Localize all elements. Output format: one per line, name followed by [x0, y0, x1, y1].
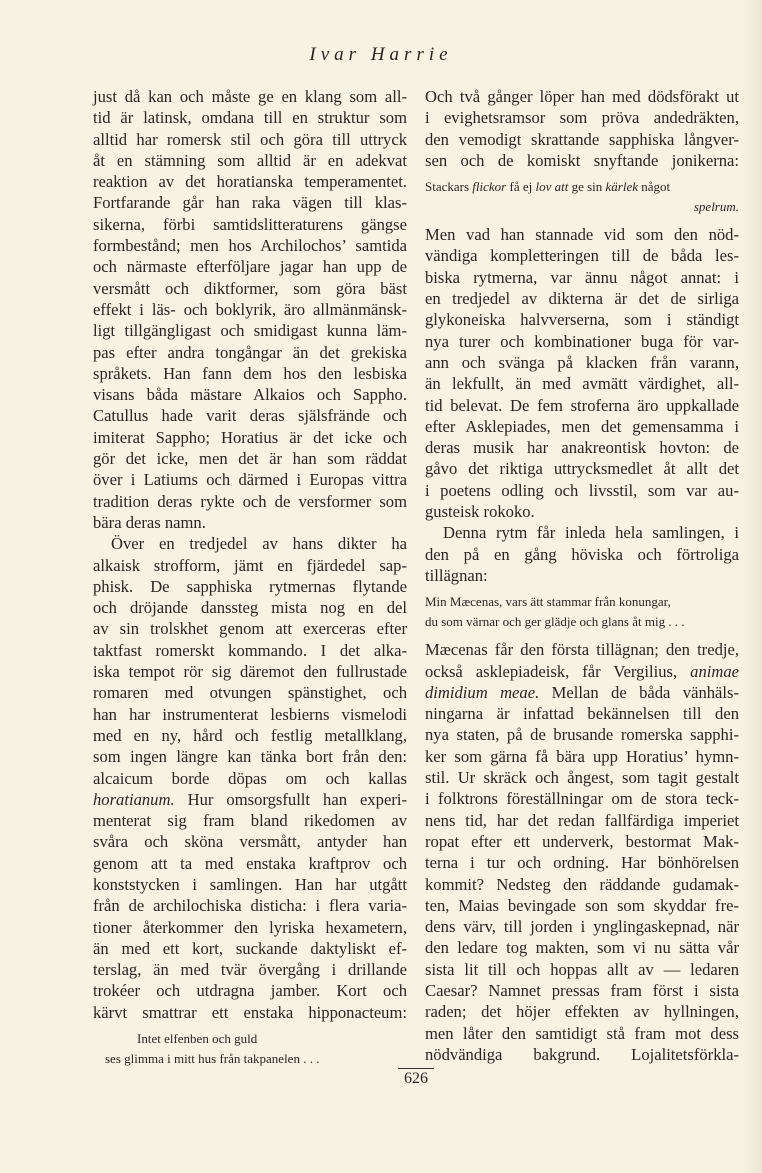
verse-quote	[425, 592, 739, 631]
text-line: gör det icke, men det är han som räddat	[93, 449, 407, 469]
text-line: än med ett kort, suckande daktyliskt ef-	[93, 938, 407, 958]
text-line	[425, 177, 739, 197]
text-line: vändiga kompletteringen till de båda les-	[425, 246, 739, 266]
text-line: åt en stämning som alltid är en adekvat	[93, 150, 407, 170]
text-line: tillägnan:	[425, 565, 488, 585]
text-segment: något	[638, 179, 671, 195]
italic-text: kärlek	[605, 179, 639, 195]
text-line	[425, 682, 739, 703]
text-line: gusteisk rokoko.	[425, 502, 535, 522]
text-line: tid är latinsk, omdana till en struktur som	[93, 108, 407, 128]
text-line: genom att ta med enstaka kraftprov och	[93, 853, 407, 873]
text-line: romaren med otvungen spänstighet, och	[93, 683, 407, 703]
text-line: Men vad han stannade vid som den nöd-	[425, 225, 739, 245]
italic-text: spelrum.	[693, 198, 739, 214]
text-line: phisk. De sapphiska rytmernas flytande	[93, 576, 407, 596]
text-line: ses glimma i mitt hus från takpanelen . . .	[105, 1050, 320, 1066]
text-line: kärvt smattrar ett enstaka hipponacteum:	[93, 1002, 407, 1022]
italic-text: flickor	[472, 179, 507, 195]
italic-text: animae	[690, 661, 739, 681]
paragraph	[425, 522, 739, 586]
text-segment: också asklepiadeisk, får Vergilius,	[425, 661, 691, 681]
text-line: Catullus hade varit deras själsfrände och	[93, 406, 407, 426]
text-line: pas efter andra tongångar än det grekiska	[93, 342, 407, 362]
text-line: svåra och sköna versmått, antyder han	[93, 832, 407, 852]
text-line: språkets. Han fann dem hos den lesbiska	[93, 363, 407, 383]
text-line: en tredjedel av dikterna är det de sirliga	[425, 289, 739, 309]
text-line: ropat efter ett underverk, bestormat Mak-	[425, 831, 739, 851]
paragraph	[425, 639, 739, 1065]
text-line: kommit? Nedsteg den räddande gudamak-	[425, 874, 739, 894]
text-line: Över en tredjedel av hans dikter ha	[111, 534, 407, 554]
text-segment: Stackars	[425, 179, 473, 195]
paragraph	[425, 224, 739, 522]
text-segment: ge sin	[568, 179, 606, 195]
text-line: reaktion av det horatianska temperamentet.	[93, 172, 407, 192]
text-line: Fortfarande går han raka vägen till klas-	[93, 193, 407, 213]
text-line: alltid har romersk stil och göra till uttryck	[93, 129, 407, 149]
text-line	[425, 197, 739, 217]
text-line: gåvo det riktiga uttrycksmedlet åt allt det	[425, 459, 739, 479]
text-line: i folktrons föreställningar om de stora teck-	[425, 789, 739, 809]
paragraph	[93, 86, 407, 533]
text-line: men låter den samtidigt stå fram mot dess	[425, 1023, 739, 1043]
text-segment: få ej	[506, 179, 536, 195]
text-line: stil. Ur skräck och ångest, som tagit gestalt	[425, 768, 739, 788]
text-line: effekt i läs- och boklyrik, äro allmänmänsk-	[93, 299, 407, 319]
text-line: i poetens odling och livsstil, som var au-	[425, 480, 739, 500]
text-line: Mæcenas får den första tillägnan; den tredje,	[425, 640, 739, 660]
text-line: visans båda mästare Alkaios och Sappho.	[93, 385, 407, 405]
text-line: konststycken i samlingen. Han har utgått	[93, 874, 407, 894]
page-edge-shadow	[742, 0, 762, 1173]
text-line: trokéer och utdragna jamber. Kort och	[93, 981, 407, 1001]
text-line: nödvändiga bakgrund. Lojalitetsförkla-	[425, 1044, 739, 1064]
text-line: den på en gång höviska och förtroliga	[425, 544, 739, 564]
text-line: ningarna är infattad bekännelsen till den	[425, 704, 739, 724]
text-line: ligt tillgängligast och smidigast kunna läm-	[93, 321, 407, 341]
text-line: versmått och diktformer, som göra bäst	[93, 278, 407, 298]
text-line: iska tempot rör sig däremot den fullrustade	[93, 662, 407, 682]
text-line: ten, Maias bevingade son som skyddar fre-	[425, 895, 739, 915]
text-line: sista lit till och hoppas allt av — ledaren	[425, 959, 739, 979]
text-line: efter Asklepiades, men det gemensamma i	[425, 416, 739, 436]
text-line: terslag, än med tvär övergång i drillande	[93, 960, 407, 980]
text-line: taktfast romerskt kommando. I det alka-	[93, 640, 407, 660]
text-line: biska rytmerna, var ännu något annat: i	[425, 267, 739, 287]
text-line: nya turer och kombinationer buga för var-	[425, 331, 739, 351]
text-line: än lekfullt, än med avmätt värdighet, all-	[425, 374, 739, 394]
text-line: imiterat Sappho; Horatius är det icke och	[93, 427, 407, 447]
text-line: som ingen längre kan tänka bort från den:	[93, 747, 407, 767]
text-line: sen och de komiskt snyftande jonikerna:	[425, 150, 739, 170]
text-line: den ledare tog makten, som vi nu sätta vår	[425, 938, 739, 958]
text-line: Min Mæcenas, vars ätt stammar från konungar,	[425, 594, 671, 610]
text-line: ann och svänga på klacken från varann,	[425, 352, 739, 372]
text-line: över i Latiums och därmed i Europas vittra	[93, 470, 407, 490]
text-line: och dröjande danssteg mista nog en del	[93, 598, 407, 618]
text-line: glykoneiska halvverserna, som i ständigt	[425, 310, 739, 330]
text-line: dens värv, till jorden i ynglingaskepnad, när	[425, 917, 739, 937]
text-line: Denna rytm får inleda hela samlingen, i	[443, 523, 739, 543]
text-line: ker som gärna få bära upp Horatius’ hymn-	[425, 746, 739, 766]
italic-text: dimidium meae.	[425, 682, 540, 702]
text-line: alkaisk strofform, jämt en fjärdedel sap-	[93, 555, 407, 575]
text-line: från de archilochiska disticha: i flera varia-	[93, 896, 407, 916]
text-line: alcaicum borde döpas om och kallas	[93, 768, 407, 788]
text-line: Och två gånger löper han med dödsförakt ut	[425, 87, 739, 106]
right-column	[425, 86, 739, 1065]
text-line: terna i tur och ordning. Har bönhörelsen	[425, 853, 739, 873]
text-line: av sin trolskhet genom att exerceras efter	[93, 619, 407, 639]
paragraph	[425, 86, 739, 171]
text-line: tid belevat. De fem stroferna äro uppkallade	[425, 395, 739, 415]
left-column	[93, 86, 407, 1076]
text-line: tradition deras rykte och de versformer som	[93, 491, 407, 511]
text-line: tioner återkommer den lyriska hexametern,	[93, 917, 407, 937]
text-line: bära deras namn.	[93, 512, 206, 532]
text-line	[425, 661, 739, 682]
text-line: han har instrumenterat lesbierns vismelodi	[93, 704, 407, 724]
text-line: just då kan och måste ge en klang som all-	[93, 87, 407, 106]
text-line: med en ny, hård och festlig metallklang,	[93, 725, 407, 745]
text-line: Intet elfenben och guld	[137, 1031, 258, 1047]
text-line: sikerna, förbi samtidslitteraturens gängse	[93, 214, 407, 234]
italic-text: lov att	[535, 179, 569, 195]
text-line: deras musik har anakreontisk hovton: de	[425, 438, 739, 458]
verse-quote	[425, 177, 739, 216]
text-line: och närmaste efterföljare jagar han upp de	[93, 257, 407, 277]
text-segment: Mellan de båda vänhäls-	[539, 682, 740, 702]
text-line	[93, 789, 407, 810]
text-line: nens tid, har det redan fallfärdiga imperiet	[425, 810, 739, 830]
page-number: 626	[398, 1068, 434, 1088]
italic-text: horatianum.	[93, 789, 175, 809]
text-line: den vemodigt skrattande sapphiska långver-	[425, 129, 739, 149]
text-line: menterat sig fram bland rikedomen av	[93, 811, 407, 831]
text-line: i evighetsramsor som pröva andedräkten,	[425, 108, 739, 128]
text-line: formbestånd; men hos Archilochos’ samtida	[93, 236, 407, 256]
text-segment: Hur omsorgsfullt han experi-	[174, 789, 407, 809]
text-line: nya staten, på de brusande romerska sapphi-	[425, 725, 739, 745]
text-line: raden; det höjer effekten av hyllningen,	[425, 1002, 739, 1022]
text-line: du som värnar och ger glädje och glans åt mig . . .	[425, 613, 685, 629]
running-title: Ivar Harrie	[309, 44, 453, 65]
paragraph	[93, 533, 407, 1023]
text-line: Caesar? Namnet pressas fram först i sista	[425, 980, 739, 1000]
verse-quote	[93, 1029, 407, 1068]
